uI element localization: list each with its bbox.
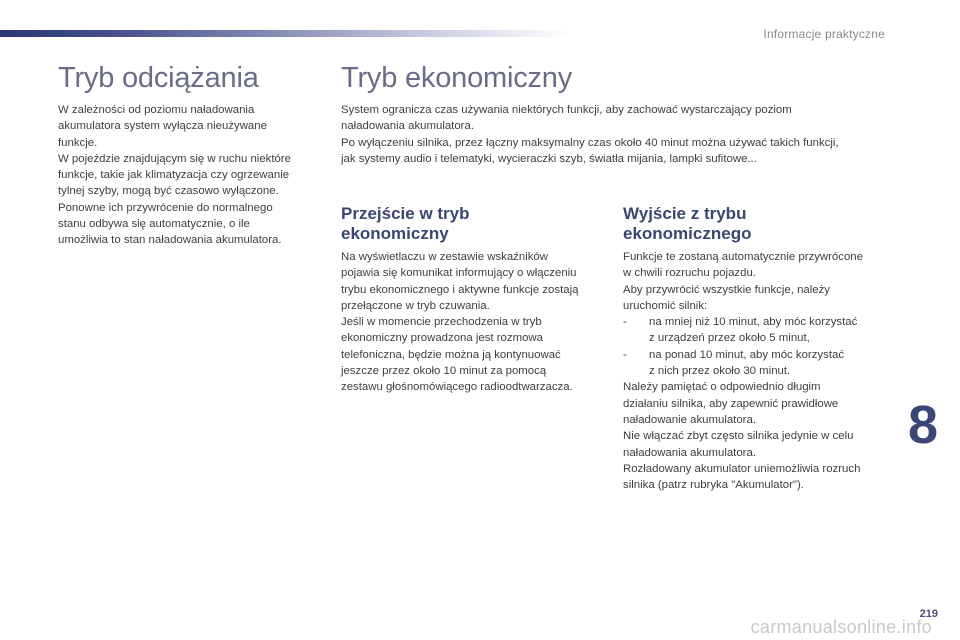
text-line: funkcje. <box>58 136 98 149</box>
text-line: działaniu silnika, aby zapewnić prawidłowe <box>623 397 839 410</box>
text-line: Funkcje te zostaną automatycznie przywrócone <box>623 251 863 263</box>
list-item <box>623 314 891 347</box>
text-line: z nich przez około 30 minut. <box>649 365 791 378</box>
text-line: Po wyłączeniu silnika, przez łączny maksymalny czas około 40 minut można używać takich funkcji, <box>341 136 839 149</box>
exit-eco-heading <box>623 204 883 244</box>
header-accent-bar <box>0 30 570 37</box>
text-line: Należy pamiętać o odpowiednio długim <box>623 381 821 394</box>
text-line: trybu ekonomicznego i aktywne funkcje zostają <box>341 283 579 296</box>
eco-title: Tryb ekonomiczny <box>341 62 573 94</box>
text-line: System ogranicza czas używania niektórych funkcji, aby zachować wystarczający poziom <box>341 104 792 116</box>
text-line: jak systemy audio i telematyki, wycieraczki szyb, światła mijania, lampki sufitowe... <box>341 152 757 165</box>
text-line: W pojeździe znajdującym się w ruchu niektóre <box>58 152 291 165</box>
text-line: jeszcze przez około 10 minut za pomocą <box>341 365 547 378</box>
text-line: funkcje, takie jak klimatyzacja czy ogrzewanie <box>58 169 290 182</box>
text-line: uruchomić silnik: <box>623 299 708 312</box>
text-line: W zależności od poziomu naładowania <box>58 104 255 116</box>
list-item <box>623 347 891 380</box>
text-line: telefoniczna, będzie można ją kontynuować <box>341 348 561 361</box>
text-line: Jeśli w momencie przechodzenia w tryb <box>341 316 542 329</box>
text-line: umożliwia to stan naładowania akumulatora. <box>58 234 282 247</box>
text-line: zestawu głośnomówiącego radioodtwarzacza. <box>341 381 573 394</box>
exit-eco-paragraph <box>623 249 891 493</box>
section-title: Informacje praktyczne <box>763 27 885 41</box>
text-line: na ponad 10 minut, aby móc korzystać <box>649 348 845 361</box>
enter-eco-heading <box>341 204 581 244</box>
text-line: przełączone w tryb czuwania. <box>341 299 490 312</box>
text-line: pojawia się komunikat informujący o włączeniu <box>341 267 577 280</box>
text-line: naładowania akumulatora. <box>341 120 474 133</box>
watermark: carmanualsonline.info <box>750 617 932 637</box>
text-line: z urządzeń przez około 5 minut, <box>649 332 810 345</box>
text-line: akumulatora system wyłącza nieużywane <box>58 120 267 133</box>
text-line: ekonomiczny prowadzona jest rozmowa <box>341 332 543 345</box>
heading-line: ekonomicznego <box>623 224 752 243</box>
text-line: stanu odbywa się automatycznie, o ile <box>58 218 250 231</box>
text-line: naładowania akumulatora. <box>623 446 756 459</box>
text-line: Nie włączać zbyt często silnika jedynie w celu <box>623 430 854 443</box>
chapter-number: 8 <box>907 395 938 455</box>
text-line: na mniej niż 10 minut, aby móc korzystać <box>649 316 858 329</box>
heading-line: Wyjście z trybu <box>623 204 747 223</box>
heading-line: Przejście w tryb <box>341 204 470 223</box>
page-number: 219 <box>919 608 938 620</box>
text-line: silnika (patrz rubryka "Akumulator"). <box>623 479 804 492</box>
list-dash: - <box>623 316 627 329</box>
heading-line: ekonomiczny <box>341 224 449 243</box>
text-line: w chwili rozruchu pojazdu. <box>623 267 756 280</box>
list-dash: - <box>623 348 627 361</box>
eco-paragraph <box>341 102 901 167</box>
text-line: tylnej szyby, mogą być czasowo wyłączone. <box>58 185 279 198</box>
text-line: Ponowne ich przywrócenie do normalnego <box>58 201 273 214</box>
left-paragraph <box>58 102 320 249</box>
enter-eco-paragraph <box>341 249 603 396</box>
left-title: Tryb odciążania <box>58 62 259 94</box>
text-line: Na wyświetlaczu w zestawie wskaźników <box>341 251 548 263</box>
text-line: Aby przywrócić wszystkie funkcje, należy <box>623 283 830 296</box>
text-line: Rozładowany akumulator uniemożliwia rozruch <box>623 462 861 475</box>
text-line: naładowanie akumulatora. <box>623 413 756 426</box>
